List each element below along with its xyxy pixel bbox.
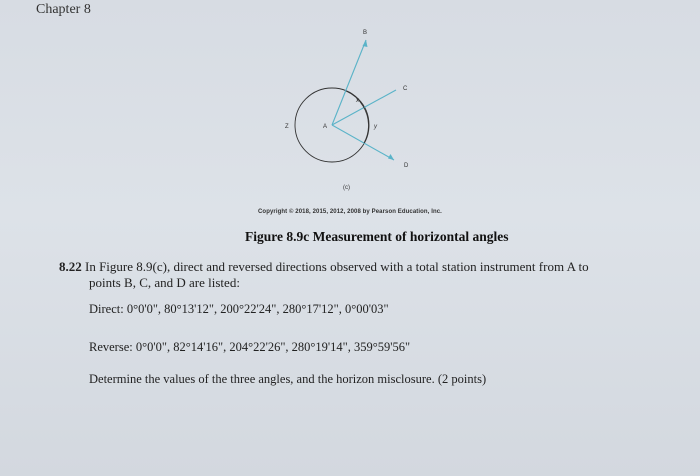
label-y: y	[374, 124, 377, 130]
reverse-readings: Reverse: 0°0'0", 82°14'16", 204°22'26", 280°19'14", 359°59'56"	[89, 340, 411, 354]
angle-diagram	[280, 22, 430, 202]
task-statement: Determine the values of the three angles, and the horizon misclosure. (2 points)	[89, 372, 487, 386]
problem-number: 8.22	[59, 259, 82, 274]
copyright-notice: Copyright © 2018, 2015, 2012, 2008 by Pearson Education, Inc.	[258, 209, 442, 215]
problem-text-line2: points B, C, and D are listed:	[89, 275, 240, 290]
figure-caption: Figure 8.9c Measurement of horizontal angles	[245, 229, 509, 244]
problem-statement	[59, 259, 659, 291]
label-b: B	[363, 30, 368, 36]
angle-x-arc	[346, 91, 363, 106]
chapter-header: Chapter 8	[36, 2, 91, 17]
line-to-d	[332, 125, 394, 160]
direct-readings: Direct: 0°0'0", 80°13'12", 200°22'24", 280°17'12", 0°00'03"	[89, 302, 389, 316]
problem-text-line1: In Figure 8.9(c), direct and reversed directions observed with a total station instrument from A to	[85, 259, 589, 274]
label-c: C	[403, 86, 408, 92]
label-a: A	[323, 124, 328, 130]
label-panel: (c)	[343, 185, 350, 191]
angle-y-arc	[363, 106, 368, 143]
label-z: Z	[285, 124, 289, 130]
label-x: x	[356, 98, 359, 104]
label-d: D	[404, 163, 409, 169]
line-to-b	[332, 40, 366, 125]
arrow-d-icon	[388, 154, 394, 160]
